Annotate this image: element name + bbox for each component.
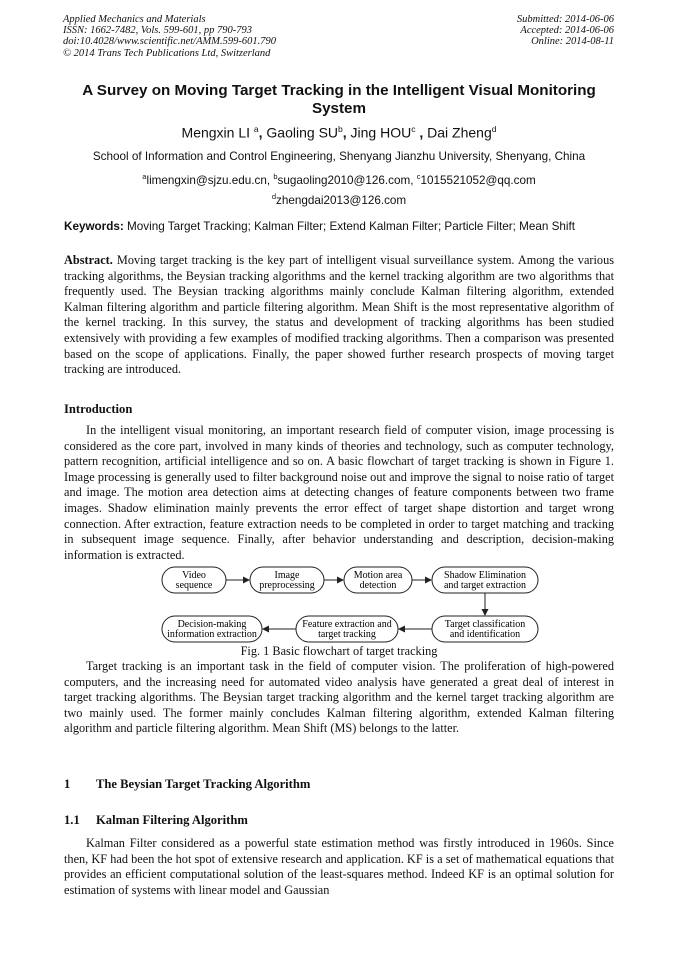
email-sup: c bbox=[416, 172, 421, 181]
abstract-text: Moving target tracking is the key part of intelligent visual surveillance system. Among the various tracking algorithms, the Beysian tracking algorithms and the kernel tracking algorithm are two algorithms that frequently used. The Beysian tracking algorithms mainly conclude Kalman filtering algorithm, extended Kalman filtering algorithm and particle filtering algorithm. Mean Shift is the most representative algorithm of the kernel tracking. In this survey, the status and development of tracking algorithms has been studied extensively with providing a few examples of modified tracking algorithms. Then a comparison was presented based on the scope of applications. Finally, the paper showed further research prospects of moving target tracking are introduced. bbox=[64, 253, 614, 377]
svg-text:sequence: sequence bbox=[175, 580, 213, 591]
journal-copyright: © 2014 Trans Tech Publications Ltd, Switzerland bbox=[63, 47, 271, 59]
svg-text:Shadow Elimination: Shadow Elimination bbox=[444, 570, 526, 581]
email-address[interactable]: limengxin@sjzu.edu.cn bbox=[146, 173, 267, 187]
section-1-1-heading bbox=[64, 813, 248, 828]
section-1-heading bbox=[64, 777, 310, 792]
flow-node-motion-area-detection bbox=[344, 567, 412, 593]
svg-text:preprocessing: preprocessing bbox=[259, 580, 315, 591]
introduction-paragraph-2: Target tracking is an important task in the field of computer vision. The proliferation of high-powered computers, and the increasing need for automated video analysis have generated a great deal of interest in target tracking algorithms. The Beysian target tracking algorithm and the kernel target tracking algorithm are two mainly used. The former mainly concludes Kalman filtering algorithm, extended Kalman filtering algorithm and particle filtering algorithm. Mean Shift (MS) belongs to the latter. bbox=[64, 659, 614, 736]
svg-text:Feature extraction and: Feature extraction and bbox=[302, 619, 392, 630]
section-title: Kalman Filtering Algorithm bbox=[96, 813, 248, 827]
online-date: Online: 2014-08-11 bbox=[531, 36, 614, 48]
keywords-text: Moving Target Tracking; Kalman Filter; Extend Kalman Filter; Particle Filter; Mean Shift bbox=[127, 220, 575, 233]
submitted-date: Submitted: 2014-06-06 bbox=[516, 14, 614, 25]
journal-name: Applied Mechanics and Materials bbox=[63, 14, 206, 25]
section-number: 1.1 bbox=[64, 813, 80, 827]
svg-text:Motion area: Motion area bbox=[353, 570, 403, 581]
keywords bbox=[64, 220, 614, 233]
flow-node-shadow-elimination bbox=[432, 567, 538, 593]
abstract-label: Abstract. bbox=[64, 253, 113, 267]
flow-node-decision-making bbox=[162, 616, 262, 642]
journal-header-left bbox=[63, 14, 276, 59]
svg-text:Decision-making: Decision-making bbox=[177, 619, 247, 630]
svg-text:and identification: and identification bbox=[449, 629, 521, 640]
abstract bbox=[64, 253, 614, 378]
affiliation: School of Information and Control Engineering, Shenyang Jianzhu University, Shenyang, China bbox=[92, 150, 586, 163]
author-name: Mengxin LI bbox=[181, 124, 251, 141]
email-address[interactable]: zhengdai2013@126.com bbox=[276, 193, 407, 207]
section-number: 1 bbox=[64, 777, 71, 791]
author-sup: d bbox=[491, 124, 497, 134]
author-sup: a bbox=[253, 124, 259, 134]
flow-node-feature-extraction bbox=[296, 616, 398, 642]
svg-text:target tracking: target tracking bbox=[318, 629, 376, 640]
author-name: Dai Zheng bbox=[427, 124, 492, 141]
email-block: $^a$limengxin@sjzu.edu.cn, $^b$sugaoling2010@126.com, $^c$1015521052@qq.com $^d$zhengdai2013@126.com bbox=[142, 172, 536, 207]
flow-node-video-sequence bbox=[162, 567, 226, 593]
author-list: Mengxin LI $^a$, Gaoling $SU^b$, Jing HOU$^c$ , Dai Zheng$^d$ bbox=[181, 124, 497, 141]
author-name: Jing HOU bbox=[350, 124, 412, 141]
email-sup: b bbox=[273, 172, 278, 181]
svg-text:Target classification: Target classification bbox=[444, 619, 526, 630]
figure-caption: Fig. 1 Basic flowchart of target tracking bbox=[240, 644, 438, 658]
journal-issn: ISSN: 1662-7482, Vols. 599-601, pp 790-793 bbox=[63, 25, 252, 37]
paper-title: A Survey on Moving Target Tracking in the Intelligent Visual Monitoring System bbox=[82, 82, 596, 117]
flow-node-target-classification bbox=[432, 616, 538, 642]
email-address[interactable]: sugaoling2010@126.com bbox=[277, 173, 411, 187]
author-sup: c bbox=[411, 124, 416, 134]
journal-doi[interactable]: doi:10.4028/www.scientific.net/AMM.599-601.790 bbox=[63, 36, 276, 48]
flowchart-figure bbox=[150, 564, 550, 644]
keywords-label: Keywords: bbox=[64, 220, 124, 233]
introduction-paragraph-1: In the intelligent visual monitoring, an important research field of computer vision, image processing is considered as the core part, involved in many kinds of theories and technology, such as computer technology, pattern recognition, artificial intelligence and so on. A basic flowchart of target tracking is shown in Figure 1. Image processing is generally used to filter background noise out and improve the signal to noise ratio of target and image. The motion area detection aims at detecting changes of feature components between two frame images. Shadow elimination mainly prevents the error effect of target shape distortion and target wrong connection. After extraction, feature extraction needs to be completed in order to target matching and tracking in subsequent image sequence. Finally, after behavior understanding and description, decision-making information is extracted. bbox=[64, 423, 614, 562]
email-address[interactable]: 1015521052@qq.com bbox=[420, 173, 536, 187]
author-name: Gaoling SU bbox=[266, 124, 339, 141]
svg-text:and target extraction: and target extraction bbox=[443, 580, 527, 591]
flow-node-image-preprocessing bbox=[250, 567, 324, 593]
introduction-heading: Introduction bbox=[64, 402, 133, 416]
accepted-date: Accepted: 2014-06-06 bbox=[520, 25, 614, 37]
email-sup: d bbox=[271, 191, 277, 201]
section-title: The Beysian Target Tracking Algorithm bbox=[96, 777, 311, 791]
author-sup: b bbox=[338, 124, 343, 134]
svg-text:Video: Video bbox=[182, 570, 206, 581]
svg-text:Image: Image bbox=[274, 570, 300, 581]
email-sup: a bbox=[142, 172, 147, 181]
journal-header-right bbox=[517, 14, 614, 48]
svg-text:detection: detection bbox=[359, 580, 397, 591]
section-1-1-paragraph-1: Kalman Filter considered as a powerful state estimation method was firstly introduced in 1960s. Since then, KF had been the hot spot of extensive research and application. KF is a set of mathematical equations that provides an efficient computational solution of the least-squares method. Indeed KF is an optimal solution for estimation of systems with linear model and Gaussian bbox=[64, 836, 614, 897]
svg-text:information extraction: information extraction bbox=[167, 629, 257, 640]
